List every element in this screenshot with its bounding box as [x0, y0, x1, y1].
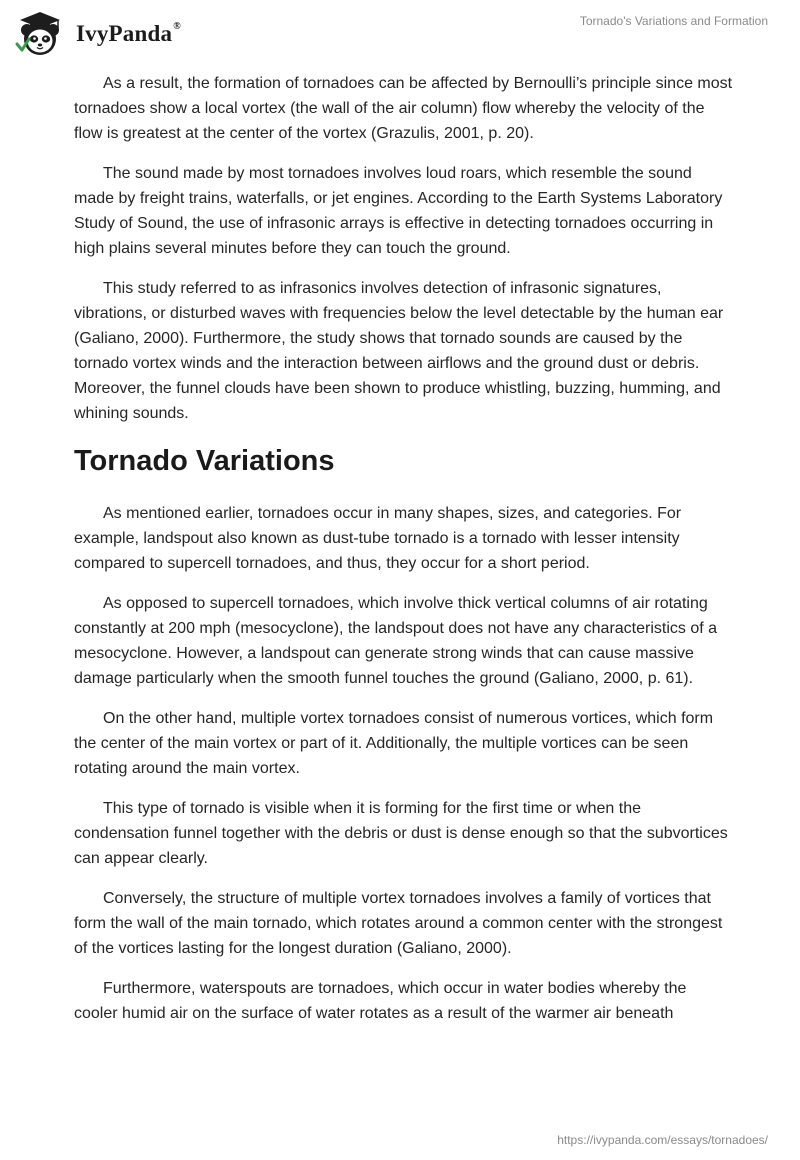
section-heading: Tornado Variations: [74, 445, 335, 477]
page-header: [0, 0, 800, 66]
brand-name: IvyPanda®: [76, 21, 181, 46]
paragraph: This study referred to as infrasonics involves detection of infrasonic signatures, vibrations, or disturbed waves with frequencies below the level detectable by the human ear (Galiano, 2000). Furthermore, the study shows that tornado sounds are caused by the tornado vortex winds and the interaction between airflows and the ground dust or debris. Moreover, the funnel clouds have been shown to produce whistling, buzzing, humming, and whining sounds.: [74, 280, 724, 422]
paragraph: On the other hand, multiple vortex tornadoes consist of numerous vortices, which form the center of the main vortex or part of it. Additionally, the multiple vortices can be seen rotating around the main vortex.: [74, 710, 714, 777]
paragraph: This type of tornado is visible when it is forming for the first time or when the condensation funnel together with the debris or dust is dense enough so that the subvortices can appear clearly.: [74, 800, 728, 867]
source-url[interactable]: https://ivypanda.com/essays/tornadoes/: [557, 1133, 768, 1147]
panda-graduation-cap-logo-icon: [14, 8, 66, 58]
ivypanda-logo[interactable]: [14, 8, 181, 58]
paragraph: The sound made by most tornadoes involves loud roars, which resemble the sound made by freight trains, waterfalls, or jet engines. According to the Earth Systems Laboratory Study of Sound, the use of infrasonic arrays is effective in detecting tornadoes occurring in high plains several minutes before they can touch the ground.: [74, 165, 723, 257]
registered-mark: ®: [173, 21, 181, 33]
running-title: Tornado's Variations and Formation: [579, 14, 768, 28]
paragraph: Furthermore, waterspouts are tornadoes, which occur in water bodies whereby the cooler humid air on the surface of water rotates as a result of the warmer air beneath: [74, 980, 687, 1022]
essay-body: [74, 71, 734, 1041]
paragraph: As a result, the formation of tornadoes can be affected by Bernoulli’s principle since most tornadoes show a local vortex (the wall of the air column) flow whereby the velocity of the flow is greatest at the center of the vortex (Grazulis, 2001, p. 20).: [74, 75, 733, 142]
paragraph: As mentioned earlier, tornadoes occur in many shapes, sizes, and categories. For example, landspout also known as dust-tube tornado is a tornado with lesser intensity compared to supercell tornadoes, and thus, they occur for a short period.: [74, 505, 682, 572]
paragraph: As opposed to supercell tornadoes, which involve thick vertical columns of air rotating constantly at 200 mph (mesocyclone), the landspout does not have any characteristics of a mesocyclone. However, a landspout can generate strong winds that can cause massive damage particularly when the smooth funnel touches the ground (Galiano, 2000, p. 61).: [74, 595, 718, 687]
paragraph: Conversely, the structure of multiple vortex tornadoes involves a family of vortices that form the wall of the main tornado, which rotates around a common center with the strongest of the vortices lasting for the longest duration (Galiano, 2000).: [74, 890, 723, 957]
